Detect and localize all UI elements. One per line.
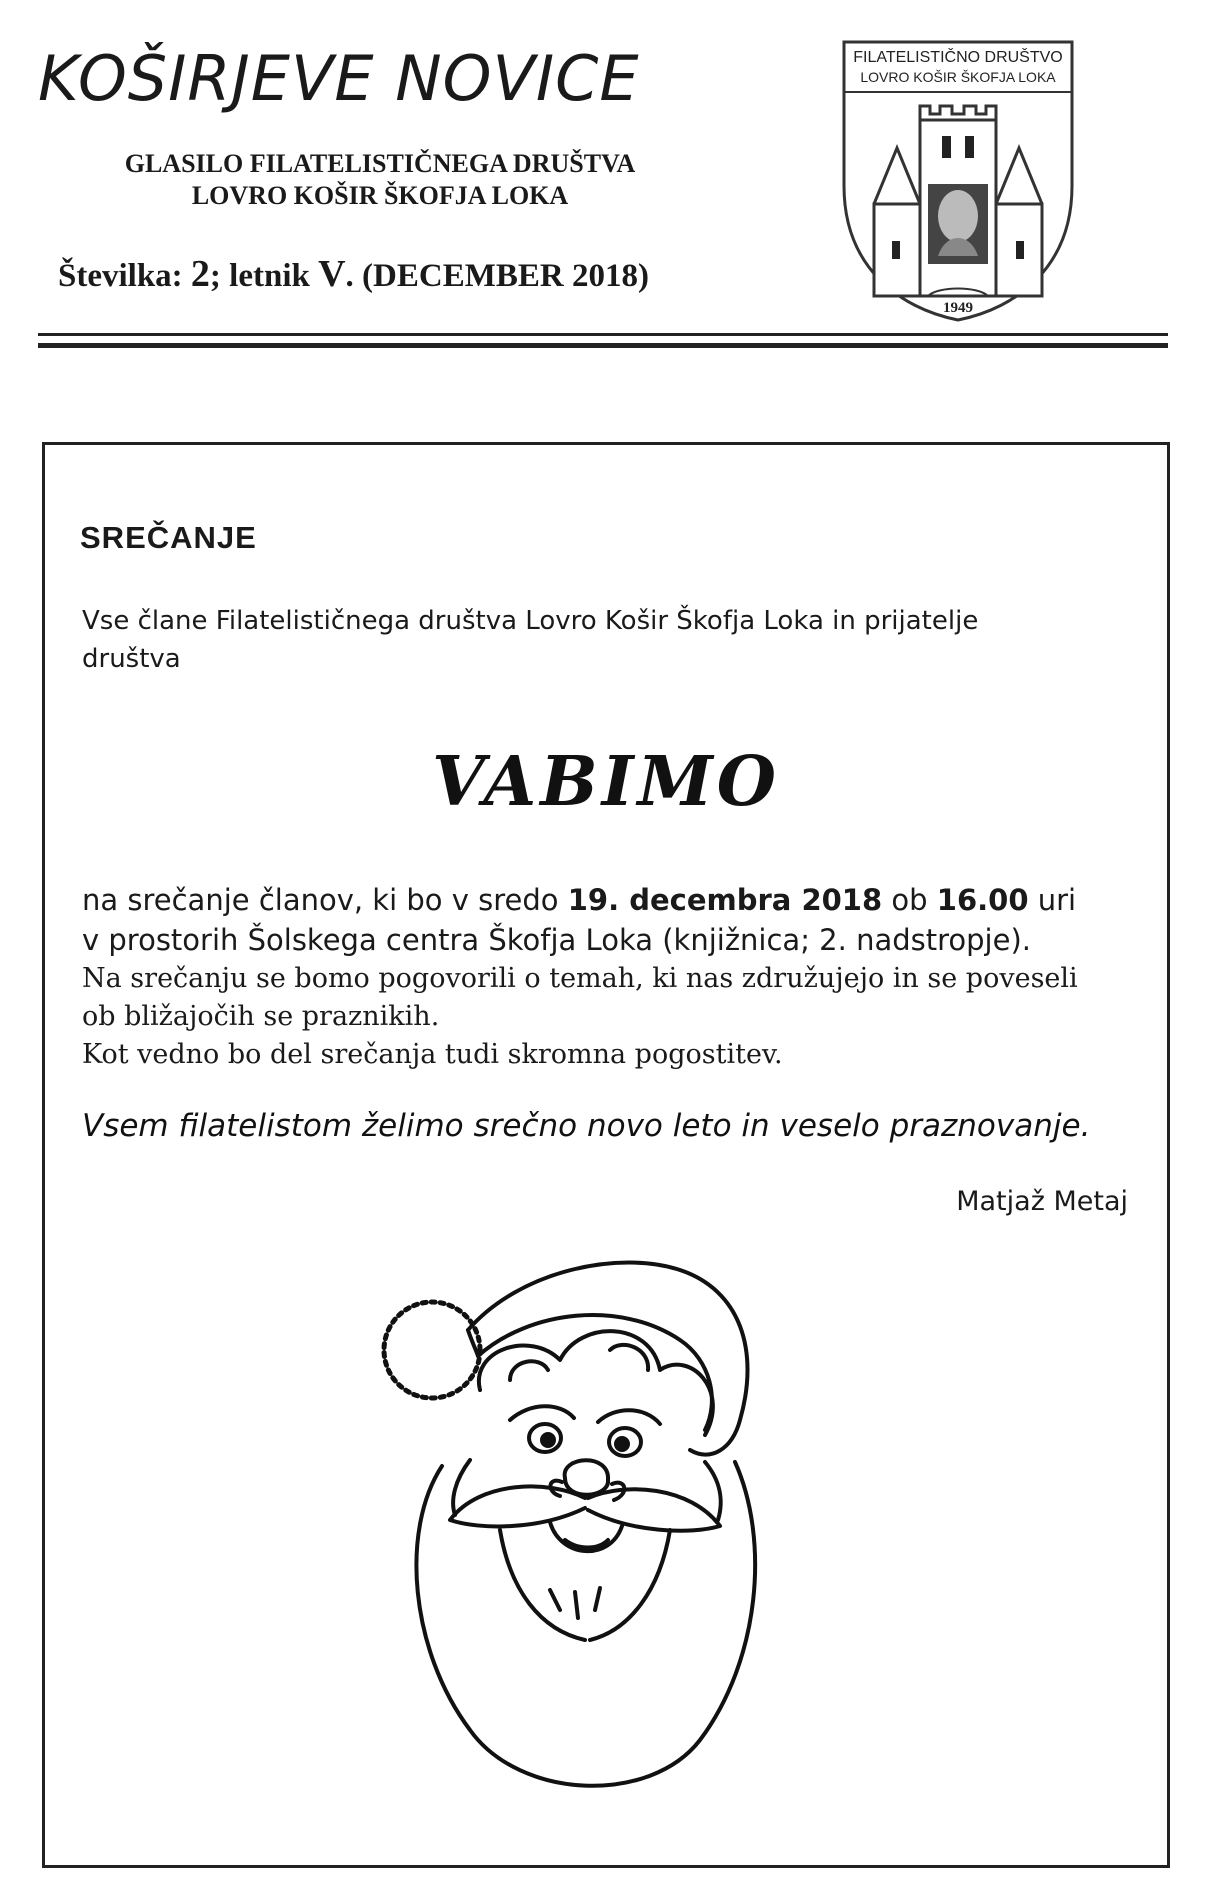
event-text-a: na srečanje članov, ki bo v sredo — [82, 883, 568, 917]
issue-mid: ; letnik — [209, 258, 319, 294]
event-time: 16.00 — [936, 883, 1029, 917]
intro-line1: Vse člane Filatelističnega društva Lovro Košir Škofja Loka in prijatelje — [82, 606, 979, 636]
event-location-line: v prostorih Šolskega centra Škofja Loka (knjižnica; 2. nadstropje). — [82, 923, 1031, 957]
intro-line2: društva — [82, 644, 181, 674]
santa-claus-icon — [360, 1230, 830, 1830]
header-rule-thick — [38, 343, 1168, 348]
event-topic-line2: ob bližajočih se praznikih. — [82, 1001, 440, 1032]
issue-number: 2 — [190, 253, 210, 295]
invitation-intro — [82, 602, 1102, 678]
event-text-b: ob — [882, 883, 937, 917]
holiday-greeting: Vsem filatelistom želimo srečno novo leto in veselo praznovanje. — [82, 1108, 1091, 1144]
event-text-c: uri — [1028, 883, 1077, 917]
invitation-headline: VABIMO — [431, 742, 781, 822]
newsletter-subtitle-line2: LOVRO KOŠIR ŠKOFJA LOKA — [191, 181, 569, 210]
event-refreshments-line: Kot vedno bo del srečanja tudi skromna pogostitev. — [82, 1039, 783, 1070]
society-crest-logo-icon — [838, 36, 1078, 326]
header-rule-thin — [38, 333, 1168, 336]
newsletter-title: KOŠIRJEVE NOVICE — [38, 42, 640, 115]
issue-suffix: . (DECEMBER 2018) — [345, 258, 649, 294]
event-topic-line1: Na srečanju se bomo pogovorili o temah, ki nas združujejo in se poveseli — [82, 963, 1078, 994]
issue-prefix: Številka: — [58, 258, 191, 294]
logo-text-line1: FILATELISTIČNO DRUŠTVO — [853, 49, 1063, 66]
issue-info — [58, 252, 649, 296]
event-date: 19. decembra 2018 — [567, 883, 883, 917]
logo-text-line2: LOVRO KOŠIR ŠKOFJA LOKA — [860, 69, 1056, 85]
section-heading: SREČANJE — [80, 520, 257, 555]
event-date-line — [82, 880, 1142, 920]
logo-year: 1949 — [943, 300, 973, 316]
newsletter-subtitle-line1: GLASILO FILATELISTIČNEGA DRUŠTVA — [124, 149, 636, 178]
invitation-body — [82, 880, 1142, 1074]
author-signature: Matjaž Metaj — [956, 1186, 1128, 1217]
issue-volume: V — [318, 253, 346, 295]
